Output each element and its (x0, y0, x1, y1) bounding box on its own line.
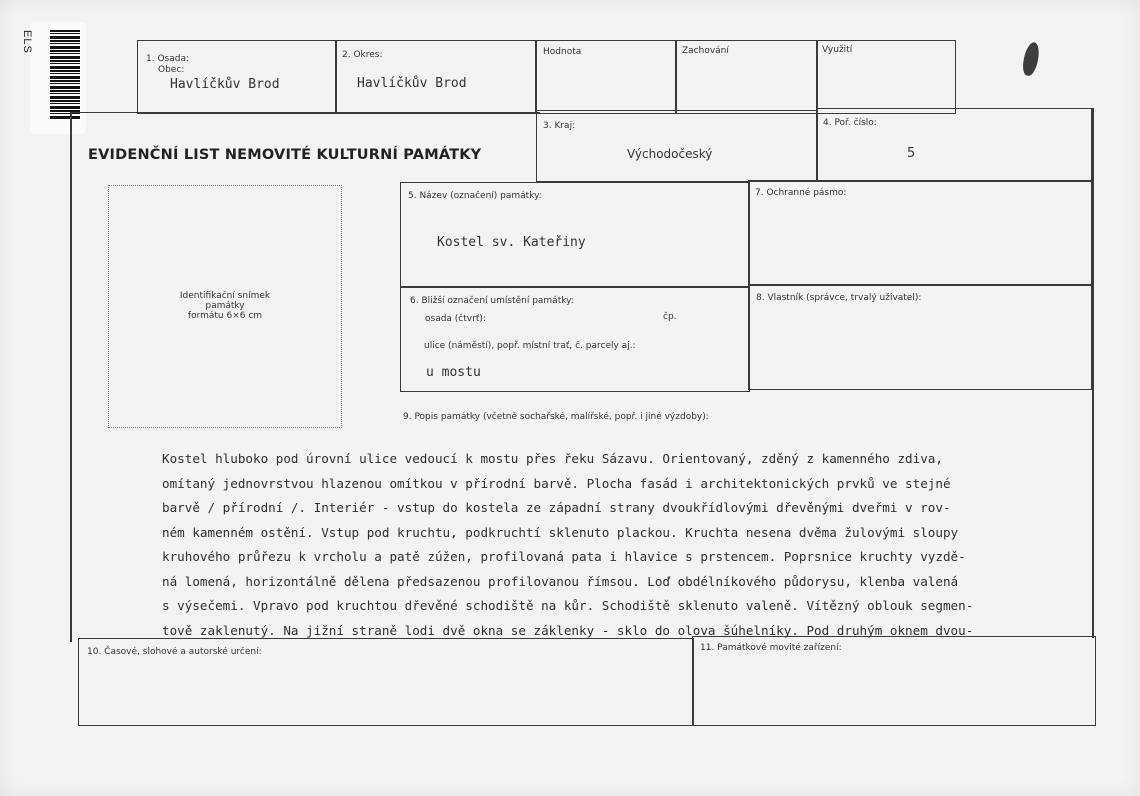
popis-line: kruhového průřezu k vrcholu a patě zúžen, profilovaná pata i hlavice s prstencem. Poprsnice kruchty vyzdě- (162, 549, 966, 564)
por-cislo-label: 4. Poř. číslo: (823, 118, 877, 128)
popis-line: ná lomená, horizontálně dělena předsazenou profilovanou římsou. Loď obdélníkového půdorysu, klenba valená (162, 573, 959, 589)
okres-value: Havlíčkův Brod (357, 76, 467, 91)
popis-line: s výsečemi. Vpravo pod kruchtou dřevěné schodiště na kůr. Schodiště sklenuto valeně. Vítězný oblouk segmen- (162, 598, 974, 613)
photo-text-line1: Identifikační snímek (179, 291, 271, 301)
casove-label: 10. Časové, slohové a autorské určení: (87, 647, 262, 657)
hodnota-label: Hodnota (543, 47, 582, 57)
nazev-label: 5. Název (označení) památky: (408, 191, 542, 201)
okres-label: 2. Okres: (342, 50, 383, 60)
popis-label: 9. Popis památky (včetně sochařské, malířské, popř. i jiné výzdoby): (403, 412, 709, 422)
popis-line: tově zaklenutý. Na jižní straně lodi dvě okna se záklenky - sklo do olova šúhelníky. Pod druhým oknem dvou- (162, 622, 974, 638)
umisteni-label: 6. Bližší označení umístění památky: (410, 296, 574, 306)
photo-text-line2: památky (205, 301, 245, 311)
popis-line: barvě / přírodní /. Interiér - vstup do kostela ze západní strany dvoukřídlovými dřevěnými dveřmi v rov- (162, 500, 951, 515)
page-title: EVIDENČNÍ LIST NEMOVITÉ KULTURNÍ PAMÁTKY (88, 147, 482, 163)
nazev-value: Kostel sv. Kateřiny (437, 235, 586, 250)
barcode-label: ELS (21, 30, 33, 54)
popis-line: ném kamenném ostění. Vstup pod kruchtu, podkruchtí sklenuto plackou. Kruchta nesena dvěma žulovými sloupy (162, 524, 959, 540)
movite-label: 11. Památkové movité zařízení: (700, 643, 842, 653)
popis-line: Kostel hluboko pod úrovní ulice vedoucí k mostu přes řeku Sázavu. Orientovaný, zděný z kamenného zdiva, (162, 451, 943, 466)
left-frame-line (70, 112, 72, 642)
osada-label: 1. Osada: (146, 54, 189, 64)
popis-line: omítaný jednovrstvou hlazenou omítkou v přírodní barvě. Plocha fasád i architektonických prvků ve stejné (162, 475, 951, 491)
vlastnik-label: 8. Vlastník (správce, trvalý uživatel): (756, 293, 922, 303)
kraj-label: 3. Kraj: (543, 121, 576, 131)
zachovani-label: Zachování (682, 46, 729, 56)
cp-label: čp. (663, 312, 677, 322)
obec-value: Havlíčkův Brod (170, 77, 280, 92)
obec-label: Obec: (158, 65, 185, 75)
vyuziti-label: Využití (822, 45, 853, 55)
ulice-value: u mostu (426, 365, 481, 380)
ulice-label: ulice (náměstí), popř. místní trať, č. parcely aj.: (424, 341, 636, 351)
pasmo-label: 7. Ochranné pásmo: (755, 188, 847, 198)
photo-text-line3: formátu 6×6 cm (187, 311, 263, 321)
por-cislo-value: 5 (907, 146, 916, 161)
osada-ctvrt-label: osada (čtvrť): (425, 314, 486, 324)
popis-text (162, 447, 1072, 643)
kraj-box (536, 110, 818, 182)
photo-placeholder (108, 185, 342, 428)
barcode-icon (50, 30, 80, 120)
right-frame-line (1092, 108, 1094, 638)
kraj-value: Východočeský (627, 147, 713, 161)
